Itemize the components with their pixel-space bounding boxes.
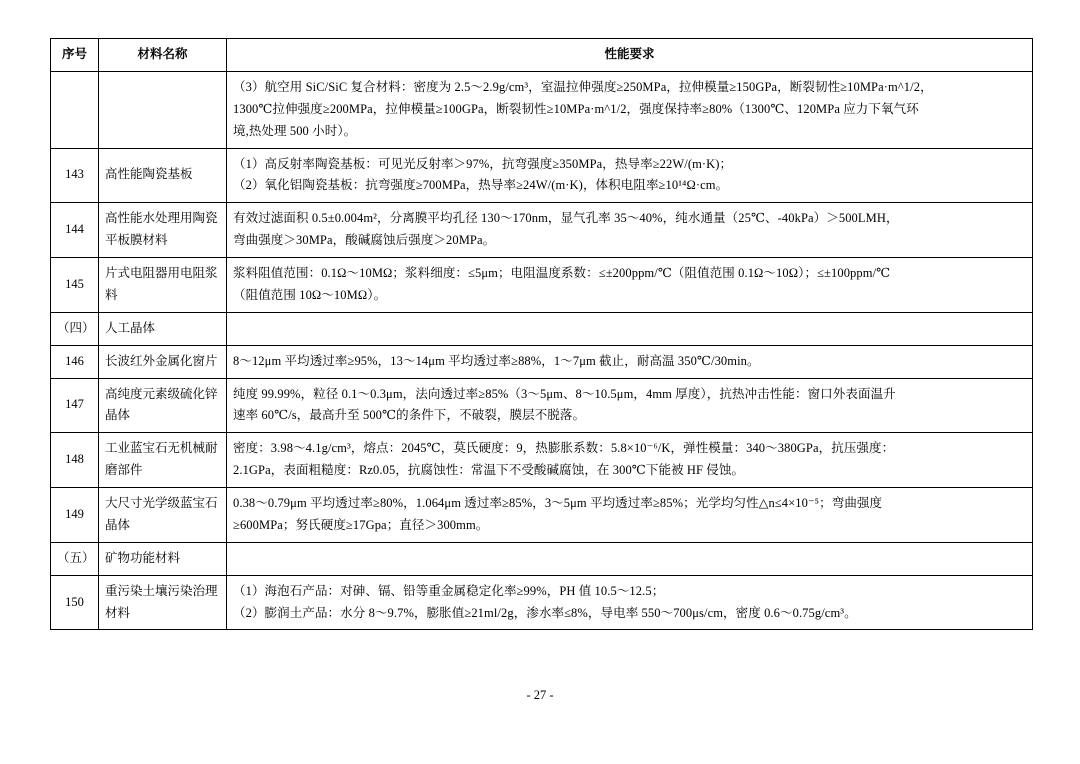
- requirement-line: （3）航空用 SiC/SiC 复合材料：密度为 2.5～2.9g/cm³，室温拉伸强度≥250MPa，拉伸模量≥150GPa，断裂韧性≥10MPa·m^1/2，: [233, 79, 933, 94]
- requirement-line: 8～12μm 平均透过率≥95%，13～14μm 平均透过率≥88%，1～7μm 截止，耐高温 350℃/30min。: [233, 353, 760, 368]
- table-row: [51, 258, 1033, 313]
- material-spec-table: [50, 38, 1033, 630]
- column-header-no: 序号: [51, 39, 99, 72]
- table-row: [51, 433, 1033, 488]
- row-requirement: [227, 71, 1033, 148]
- table-header-row: [51, 39, 1033, 72]
- page-number: - 27 -: [526, 688, 554, 702]
- column-header-requirement: 性能要求: [227, 39, 1033, 72]
- requirement-line: 有效过滤面积 0.5±0.004m²，分离膜平均孔径 130～170nm，显气孔率 35～40%，纯水通量（25℃、-40kPa）＞500LMH，: [233, 211, 899, 226]
- row-requirement: [227, 488, 1033, 543]
- table-row: [51, 203, 1033, 258]
- row-no: 146: [51, 345, 99, 378]
- row-no: 145: [51, 258, 99, 313]
- row-material-name: 高纯度元素级硫化锌晶体: [99, 378, 227, 433]
- table-row: [51, 148, 1033, 203]
- row-no: 144: [51, 203, 99, 258]
- table-body: [51, 71, 1033, 630]
- table-header: [51, 39, 1033, 72]
- table-section-row: [51, 542, 1033, 575]
- row-material-name: 工业蓝宝石无机械耐磨部件: [99, 433, 227, 488]
- row-requirement: [227, 433, 1033, 488]
- column-header-name: 材料名称: [99, 39, 227, 72]
- requirement-line: （1）海泡石产品：对砷、镉、铅等重金属稳定化率≥99%，PH 值 10.5～12.5；: [233, 583, 665, 598]
- requirement-line: （2）膨润土产品：水分 8～9.7%，膨胀值≥21ml/2g，渗水率≤8%，导电率 550～700μs/cm，密度 0.6～0.75g/cm³。: [233, 605, 857, 620]
- table-row: [51, 71, 1033, 148]
- row-material-name: 片式电阻器用电阻浆料: [99, 258, 227, 313]
- spec-table-container: [50, 38, 1032, 630]
- row-material-name: 重污染土壤污染治理材料: [99, 575, 227, 630]
- requirement-line: 0.38～0.79μm 平均透过率≥80%，1.064μm 透过率≥85%，3～5μm 平均透过率≥85%；光学均匀性△n≤4×10⁻⁵；弯曲强度: [233, 496, 883, 510]
- section-no: （五）: [51, 542, 99, 575]
- requirement-line: （阻值范围 10Ω～10MΩ）。: [233, 287, 387, 302]
- table-row: [51, 378, 1033, 433]
- row-requirement: [227, 258, 1033, 313]
- requirement-line: 2.1GPa，表面粗糙度：Rz0.05，抗腐蚀性：常温下不受酸碱腐蚀，在 300℃下能被 HF 侵蚀。: [233, 463, 745, 478]
- requirement-line: 1300℃拉伸强度≥200MPa，拉伸模量≥100GPa，断裂韧性≥10MPa·m^1/2，强度保持率≥80%（1300℃、120MPa 应力下氧气环: [233, 101, 919, 116]
- requirement-line: 纯度 99.99%，粒径 0.1～0.3μm，法向透过率≥85%（3～5μm、8～10.5μm，4mm 厚度），抗热冲击性能：窗口外表面温升: [233, 386, 896, 401]
- section-requirement-empty: [227, 542, 1033, 575]
- requirement-line: （1）高反射率陶瓷基板：可见光反射率＞97%，抗弯强度≥350MPa，热导率≥22W/(m·K)；: [233, 156, 733, 171]
- requirement-line: 速率 60℃/s，最高升至 500℃的条件下，不破裂，膜层不脱落。: [233, 408, 586, 423]
- row-no: 147: [51, 378, 99, 433]
- requirement-line: 密度：3.98～4.1g/cm³，熔点：2045℃，莫氏硬度：9，热膨胀系数：5.8×10⁻⁶/K，弹性模量：340～380GPa，抗压强度：: [233, 441, 895, 456]
- row-material-name: 长波红外金属化窗片: [99, 345, 227, 378]
- row-requirement: [227, 203, 1033, 258]
- row-material-name: [99, 71, 227, 148]
- row-requirement: [227, 148, 1033, 203]
- section-requirement-empty: [227, 312, 1033, 345]
- row-material-name: 大尺寸光学级蓝宝石晶体: [99, 488, 227, 543]
- requirement-line: 浆料阻值范围：0.1Ω～10MΩ；浆料细度：≤5μm；电阻温度系数：≤±200ppm/℃（阻值范围 0.1Ω～10Ω）；≤±100ppm/℃: [233, 266, 891, 280]
- row-no: 143: [51, 148, 99, 203]
- row-no: 149: [51, 488, 99, 543]
- table-row: [51, 345, 1033, 378]
- table-row: [51, 488, 1033, 543]
- row-requirement: [227, 575, 1033, 630]
- requirement-line: 境,热处理 500 小时）。: [233, 123, 357, 138]
- row-requirement: [227, 378, 1033, 433]
- row-no: 148: [51, 433, 99, 488]
- row-material-name: 高性能陶瓷基板: [99, 148, 227, 203]
- row-material-name: 高性能水处理用陶瓷平板膜材料: [99, 203, 227, 258]
- row-no: [51, 71, 99, 148]
- section-title: 人工晶体: [99, 312, 227, 345]
- row-no: 150: [51, 575, 99, 630]
- section-title: 矿物功能材料: [99, 542, 227, 575]
- requirement-line: （2）氧化铝陶瓷基板：抗弯强度≥700MPa，热导率≥24W/(m·K)，体积电阻率≥10¹⁴Ω·cm。: [233, 178, 729, 193]
- section-no: （四）: [51, 312, 99, 345]
- requirement-line: 弯曲强度＞30MPa，酸碱腐蚀后强度＞20MPa。: [233, 233, 496, 248]
- requirement-line: ≥600MPa；努氏硬度≥17Gpa；直径＞300mm。: [233, 517, 489, 532]
- row-requirement: [227, 345, 1033, 378]
- table-section-row: [51, 312, 1033, 345]
- table-row: [51, 575, 1033, 630]
